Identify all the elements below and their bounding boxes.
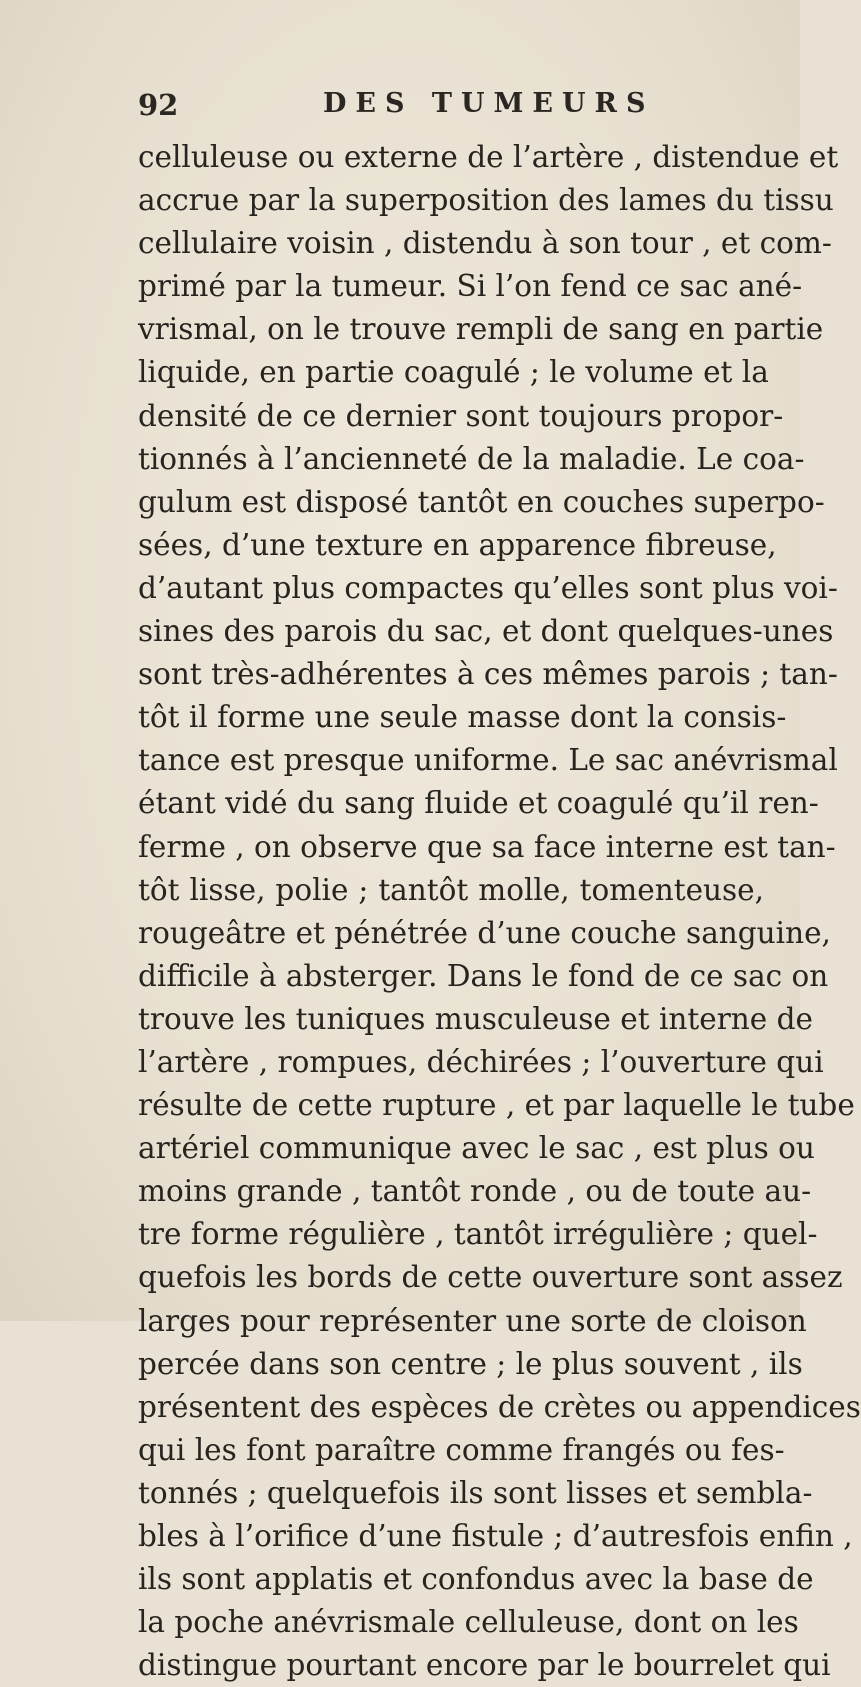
text-line: densité de ce dernier sont toujours propor- [138, 398, 784, 433]
text-line: présentent des espèces de crètes ou appendices [138, 1389, 861, 1424]
text-line: larges pour représenter une sorte de cloison [138, 1303, 807, 1338]
running-head [138, 88, 680, 128]
text-line: primé par la tumeur. Si l’on fend ce sac ané- [138, 269, 803, 304]
text-line: sées, d’une texture en apparence fibreuse, [138, 527, 777, 562]
text-line: tre forme régulière , tantôt irrégulière ; quel- [138, 1217, 818, 1252]
text-line: difficile à absterger. Dans le fond de ce sac on [138, 958, 829, 993]
text-line: gulum est disposé tantôt en couches superpo- [138, 484, 825, 519]
text-line: liquide, en partie coagulé ; le volume et la [138, 355, 769, 390]
text-line: celluleuse ou externe de l’artère , distendue et [138, 140, 839, 174]
text-line: d’autant plus compactes qu’elles sont plus voi- [138, 570, 838, 605]
text-line: la poche anévrismale celluleuse, dont on les [138, 1605, 799, 1640]
page-number: 92 [138, 88, 179, 122]
text-line: qui les font paraître comme frangés ou fes- [138, 1432, 785, 1467]
text-line: tionnés à l’ancienneté de la maladie. Le coa- [138, 441, 805, 476]
body-text [138, 136, 861, 1687]
text-line: ferme , on observe que sa face interne est tan- [138, 829, 836, 864]
text-line: bles à l’orifice d’une fistule ; d’autresfois enfin , [138, 1519, 853, 1553]
text-line: percée dans son centre ; le plus souvent , ils [138, 1346, 803, 1381]
text-line: trouve les tuniques musculeuse et interne de [138, 1001, 813, 1036]
text-line: étant vidé du sang fluide et coagulé qu’il ren- [138, 786, 819, 821]
text-line: sines des parois du sac, et dont quelques-unes [138, 614, 834, 649]
text-line: moins grande , tantôt ronde , ou de toute au- [138, 1174, 812, 1209]
running-title: DES TUMEURS [323, 88, 655, 119]
text-line: quefois les bords de cette ouverture sont assez [138, 1260, 843, 1295]
text-line: cellulaire voisin , distendu à son tour , et com- [138, 226, 832, 261]
text-line: vrismal, on le trouve rempli de sang en partie [138, 312, 824, 347]
text-line: l’artère , rompues, déchirées ; l’ouverture qui [138, 1044, 824, 1079]
text-line: résulte de cette rupture , et par laquelle le tube [138, 1088, 855, 1123]
text-line: tance est presque uniforme. Le sac anévrismal [138, 743, 838, 778]
text-line: ils sont applatis et confondus avec la base de [138, 1562, 814, 1597]
text-line: accrue par la superposition des lames du tissu [138, 183, 834, 218]
text-line: tonnés ; quelquefois ils sont lisses et sembla- [138, 1475, 813, 1510]
text-line: sont très-adhérentes à ces mêmes parois ; tan- [138, 657, 838, 692]
text-line: tôt lisse, polie ; tantôt molle, tomenteuse, [138, 872, 764, 907]
text-line: rougeâtre et pénétrée d’une couche sanguine, [138, 915, 831, 950]
text-line: distingue pourtant encore par le bourrelet qui [138, 1648, 831, 1683]
text-line: artériel communique avec le sac , est plus ou [138, 1131, 815, 1166]
text-line: tôt il forme une seule masse dont la consis- [138, 700, 787, 735]
